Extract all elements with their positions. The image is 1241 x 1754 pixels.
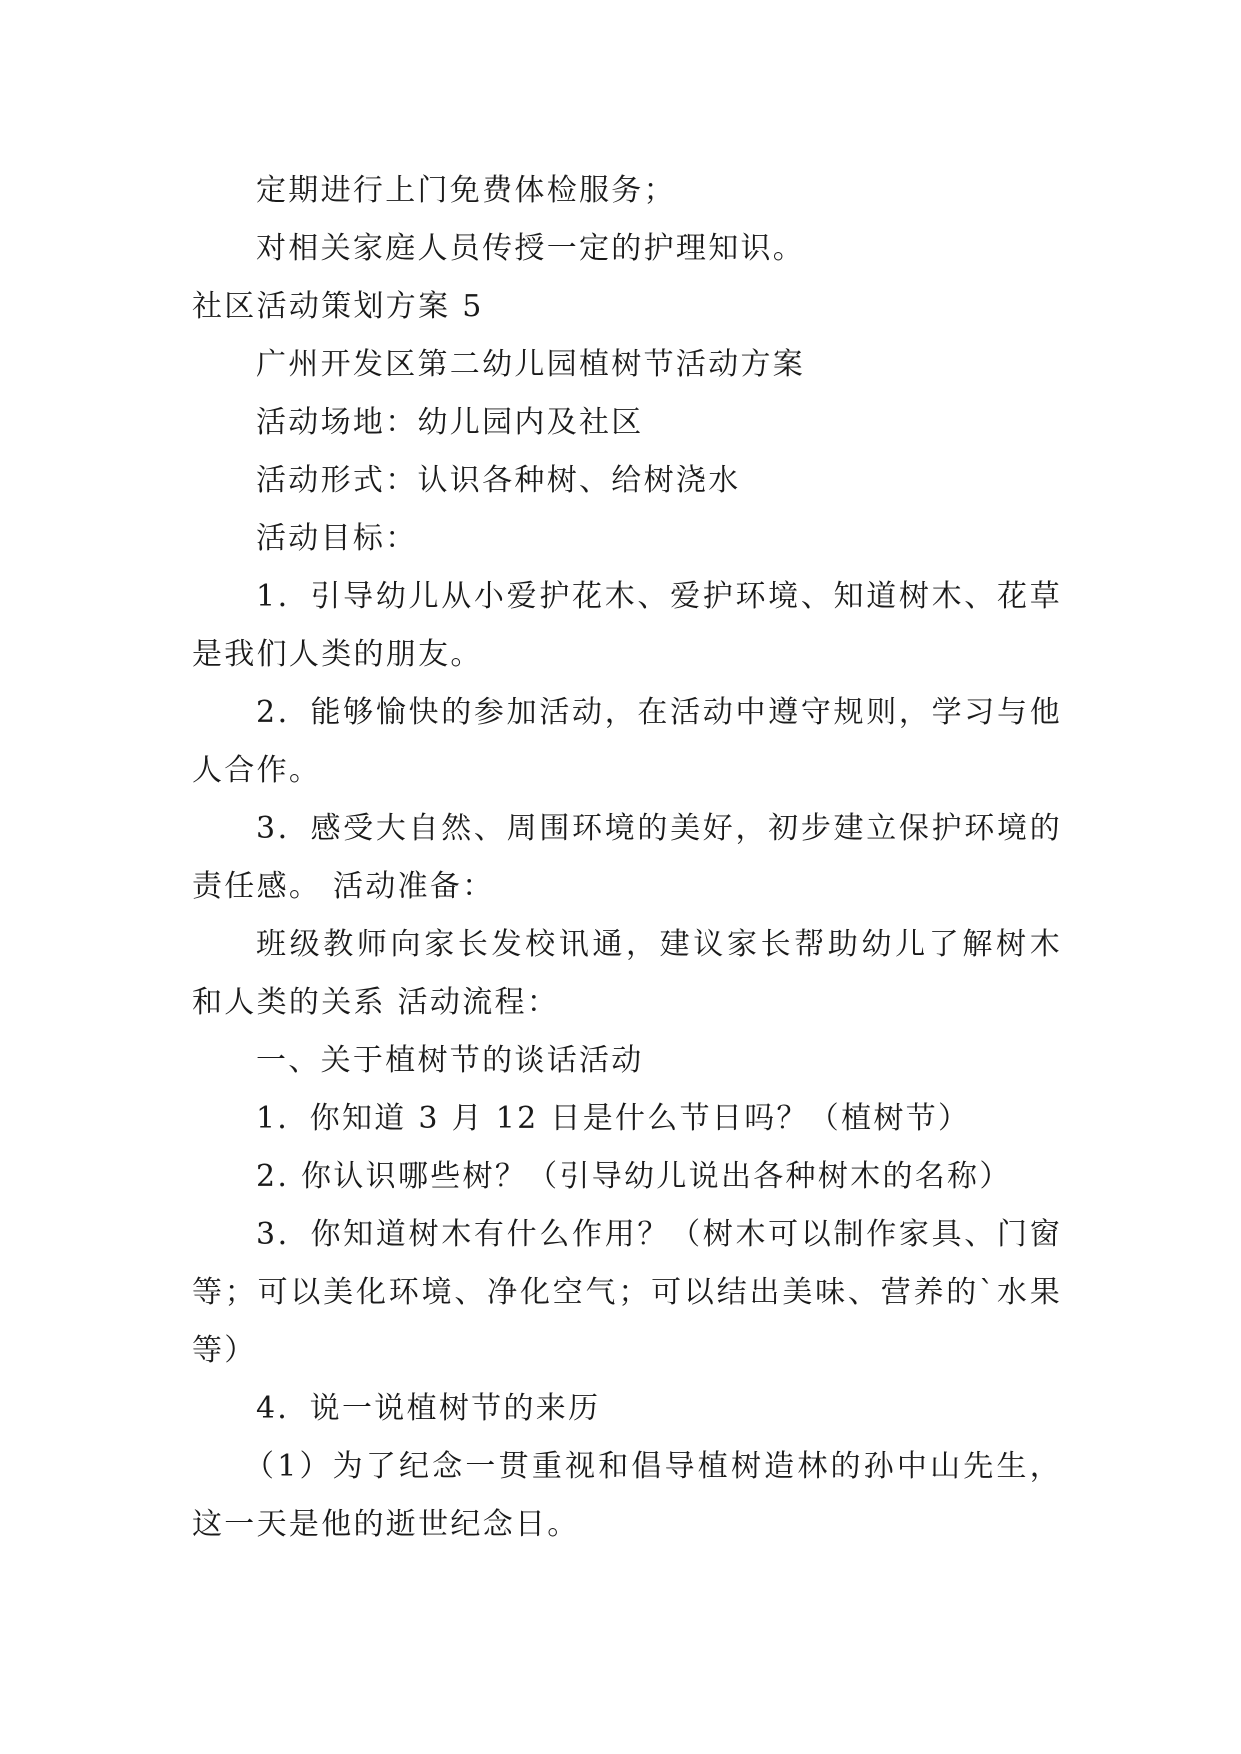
question-item-1: 1．你知道 3 月 12 日是什么节日吗？（植树节） — [256, 1101, 971, 1136]
activity-format: 活动形式：认识各种树、给树浇水 — [256, 463, 741, 498]
section-heading: 社区活动策划方案 5 — [192, 289, 484, 324]
question-item-2: 2. 你认识哪些树？（引导幼儿说出各种树木的名称） — [256, 1159, 1012, 1194]
question-item-3: 3．你知道树木有什么作用？（树木可以制作家具、门窗等；可以美化环境、净化空气；可以结出美味、营养的`水果等） — [192, 1217, 1062, 1368]
goal-item-2: 2．能够愉快的参加活动，在活动中遵守规则，学习与他人合作。 — [192, 695, 1062, 788]
paragraph-checkup-service: 定期进行上门免费体检服务； — [256, 173, 676, 208]
document-body — [192, 162, 1062, 1554]
preparation-paragraph: 班级教师向家长发校讯通，建议家长帮助幼儿了解树木和人类的关系 活动流程： — [192, 927, 1062, 1020]
goal-item-3: 3．感受大自然、周围环境的美好，初步建立保护环境的责任感。 活动准备： — [192, 811, 1062, 904]
origin-item-1: （1）为了纪念一贯重视和倡导植树造林的孙中山先生，这一天是他的逝世纪念日。 — [192, 1449, 1062, 1542]
paragraph-care-knowledge: 对相关家庭人员传授一定的护理知识。 — [256, 231, 806, 266]
activity-goals-label: 活动目标： — [256, 521, 418, 556]
plan-title: 广州开发区第二幼儿园植树节活动方案 — [256, 347, 806, 382]
activity-venue: 活动场地：幼儿园内及社区 — [256, 405, 644, 440]
goal-item-1: 1．引导幼儿从小爱护花木、爱护环境、知道树木、花草是我们人类的朋友。 — [192, 579, 1062, 672]
question-item-4: 4．说一说植树节的来历 — [256, 1391, 601, 1426]
process-step-1: 一、关于植树节的谈话活动 — [256, 1043, 644, 1078]
